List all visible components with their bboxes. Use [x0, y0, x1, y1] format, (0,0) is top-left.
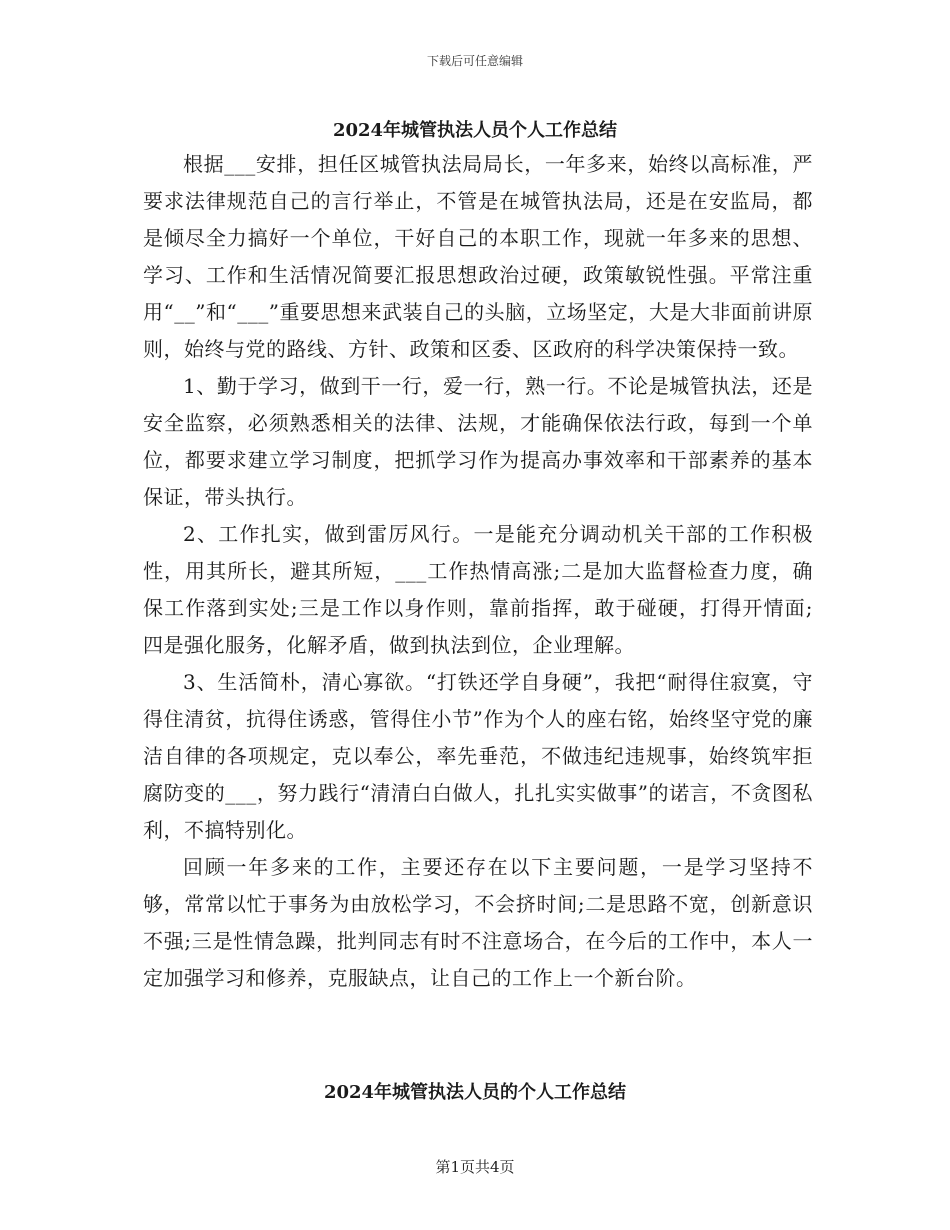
paragraph-intro: 根据___安排，担任区城管执法局局长，一年多来，始终以高标准，严要求法律规范自己的言行举止，不管是在城管执法局，还是在安监局，都是倾尽全力搞好一个单位，干好自己的本职工作，现就一年多来的思想、学习、工作和生活情况简要汇报思想政治过硬，政策敏锐性强。平常注重用“__”和“___”重要思想来武装自己的头脑，立场坚定，大是大非面前讲原则，始终与党的路线、方针、政策和区委、区政府的科学决策保持一致。 — [143, 152, 813, 361]
page-indicator: 第1页共4页 — [435, 1158, 515, 1176]
paragraph-review: 回顾一年多来的工作，主要还存在以下主要问题，一是学习坚持不够，常常以忙于事务为由放松学习，不会挤时间;二是思路不宽，创新意识不强;三是性情急躁，批判同志有时不注意场合，在今后的工作中，本人一定加强学习和修养，克服缺点，让自己的工作上一个新台阶。 — [143, 855, 813, 990]
paragraph-life: 3、生活简朴，清心寡欲。“打铁还学自身硬”，我把“耐得住寂寞，守得住清贫，抗得住诱惑，管得住小节”作为个人的座右铭，始终坚守党的廉洁自律的各项规定，克以奉公，率先垂范，不做违纪违规事，始终筑牢拒腐防变的___，努力践行“清清白白做人，扎扎实实做事”的诺言，不贪图私利，不搞特别化。 — [143, 670, 813, 842]
paragraph-work: 2、工作扎实，做到雷厉风行。一是能充分调动机关干部的工作积极性，用其所长，避其所短，___工作热情高涨;二是加大监督检查力度，确保工作落到实处;三是工作以身作则，靠前指挥，敢于碰硬，打得开情面;四是强化服务，化解矛盾，做到执法到位，企业理解。 — [143, 522, 813, 657]
paragraph-study: 1、勤于学习，做到干一行，爱一行，熟一行。不论是城管执法，还是安全监察，必须熟悉相关的法律、法规，才能确保依法行政，每到一个单位，都要求建立学习制度，把抓学习作为提高办事效率和干部素养的基本保证，带头执行。 — [143, 374, 813, 509]
document-body — [143, 146, 813, 997]
document-title: 2024年城管执法人员个人工作总结 — [332, 120, 618, 141]
header-note: 下载后可任意编辑 — [426, 54, 523, 68]
next-document-title: 2024年城管执法人员的个人工作总结 — [323, 1082, 627, 1103]
